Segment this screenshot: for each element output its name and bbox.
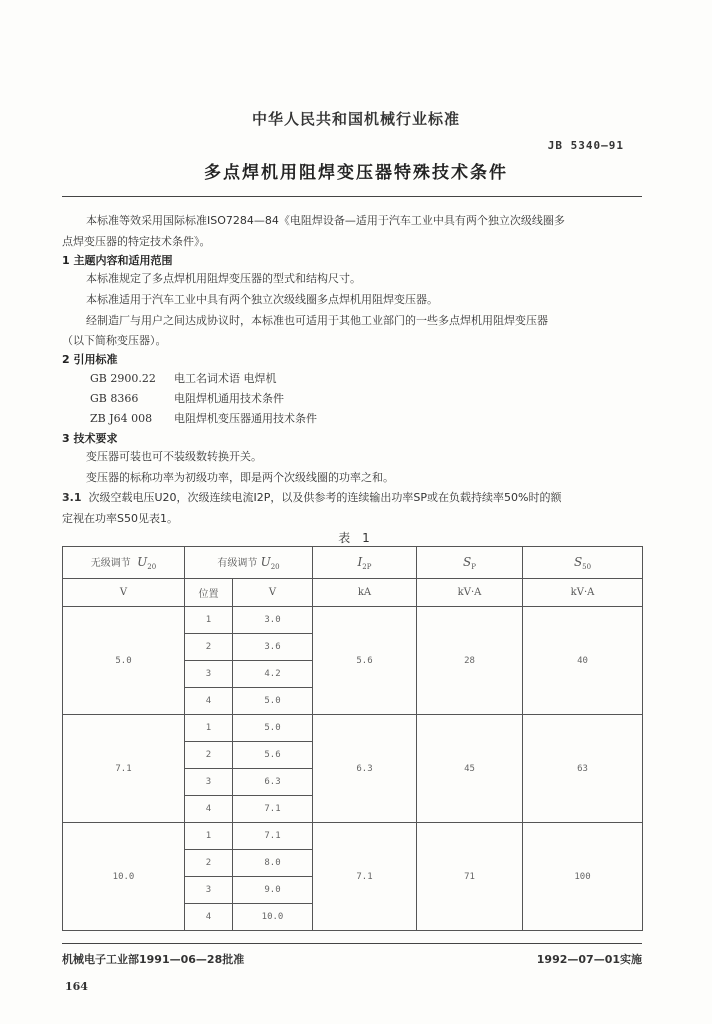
step-position: 2 [185, 634, 233, 661]
section-1-heading: 1 主题内容和适用范围 [62, 254, 173, 267]
step-position: 1 [185, 607, 233, 634]
step-voltage: 10.0 [233, 904, 313, 931]
step-voltage: 7.1 [233, 796, 313, 823]
s50-value: 100 [523, 823, 643, 931]
step-voltage: 5.6 [233, 742, 313, 769]
i2p-value: 6.3 [313, 715, 417, 823]
section-1-p3-line1: 经制造厂与用户之间达成协议时，本标准也可适用于其他工业部门的一些多点焊机用阻焊变压器 [86, 314, 548, 327]
reference-title: 电工名词术语 电焊机 [174, 372, 277, 385]
standard-number: JB 5340—91 [547, 139, 624, 152]
header-sp: $S_P$ [417, 547, 523, 579]
stepless-u20-value: 7.1 [63, 715, 185, 823]
step-voltage: 7.1 [233, 823, 313, 850]
step-position: 3 [185, 877, 233, 904]
step-voltage: 8.0 [233, 850, 313, 877]
table-row [63, 823, 643, 850]
unit-v: V [63, 579, 185, 607]
header-rule [62, 196, 642, 197]
intro-line-1: 本标准等效采用国际标准ISO7284—84《电阻焊设备—适用于汽车工业中具有两个独立次级线圈多 [86, 214, 565, 227]
reference-item [90, 370, 277, 386]
reference-title: 电阻焊机通用技术条件 [174, 392, 284, 405]
section-3-heading: 3 技术要求 [62, 432, 118, 445]
step-position: 1 [185, 823, 233, 850]
section-1-p2: 本标准适用于汽车工业中具有两个独立次级线圈多点焊机用阻焊变压器。 [86, 293, 438, 306]
clause-text: 次级空载电压U20，次级连续电流I2P，以及供参考的连续输出功率SP或在负载持续率50%时的额 [88, 491, 562, 504]
transformer-data-table [62, 546, 643, 931]
s50-value: 40 [523, 607, 643, 715]
sp-value: 28 [417, 607, 523, 715]
section-3-p2: 变压器的标称功率为初级功率，即是两个次级线圈的功率之和。 [86, 471, 394, 484]
step-voltage: 5.0 [233, 688, 313, 715]
step-position: 2 [185, 850, 233, 877]
table-caption: 表 1 [338, 531, 374, 545]
sp-value: 71 [417, 823, 523, 931]
unit-kva: kV·A [417, 579, 523, 607]
section-3-1-line1 [62, 487, 562, 508]
i2p-value: 7.1 [313, 823, 417, 931]
table-row [63, 715, 643, 742]
document-title: 多点焊机用阻焊变压器特殊技术条件 [204, 163, 508, 183]
step-voltage: 3.0 [233, 607, 313, 634]
reference-code: ZB J64 008 [90, 412, 153, 425]
sp-value: 45 [417, 715, 523, 823]
clause-number: 3.1 [62, 491, 82, 504]
step-position: 3 [185, 661, 233, 688]
reference-item [90, 390, 284, 406]
step-voltage: 9.0 [233, 877, 313, 904]
section-1-p3-line2: （以下简称变压器）。 [62, 334, 167, 347]
stepless-u20-value: 10.0 [63, 823, 185, 931]
reference-code: GB 2900.22 [90, 372, 156, 385]
step-voltage: 5.0 [233, 715, 313, 742]
intro-line-2: 点焊变压器的特定技术条件》。 [62, 235, 211, 248]
step-position: 4 [185, 904, 233, 931]
header-s50: $S_{50}$ [523, 547, 643, 579]
effective-date: 1992—07—01实施 [536, 953, 642, 966]
step-position: 3 [185, 769, 233, 796]
table-row [63, 607, 643, 634]
step-position: 4 [185, 688, 233, 715]
stepless-u20-value: 5.0 [63, 607, 185, 715]
section-3-p1: 变压器可装也可不装级数转换开关。 [86, 450, 262, 463]
step-voltage: 4.2 [233, 661, 313, 688]
footer-rule [62, 943, 642, 944]
unit-kva: kV·A [523, 579, 643, 607]
unit-ka: kA [313, 579, 417, 607]
step-voltage: 3.6 [233, 634, 313, 661]
unit-v: V [233, 579, 313, 607]
page-number: 164 [65, 980, 88, 993]
reference-code: GB 8366 [90, 392, 139, 405]
reference-title: 电阻焊机变压器通用技术条件 [174, 412, 317, 425]
s50-value: 63 [523, 715, 643, 823]
issuing-organization: 中华人民共和国机械行业标准 [251, 110, 460, 128]
step-position: 2 [185, 742, 233, 769]
step-position: 1 [185, 715, 233, 742]
section-1-p1: 本标准规定了多点焊机用阻焊变压器的型式和结构尺寸。 [86, 272, 361, 285]
approval-date: 机械电子工业部1991—06—28批准 [62, 953, 245, 966]
section-2-heading: 2 引用标准 [62, 353, 118, 366]
step-voltage: 6.3 [233, 769, 313, 796]
i2p-value: 5.6 [313, 607, 417, 715]
header-i2p: $I_{2P}$ [313, 547, 417, 579]
step-position: 4 [185, 796, 233, 823]
reference-item [90, 410, 317, 426]
header-position: 位置 [185, 579, 233, 607]
header-stepless-u20: 无级调节 $U_{20}$ [63, 547, 185, 579]
header-stepped-u20: 有级调节 $U_{20}$ [185, 547, 313, 579]
section-3-1-line2: 定视在功率S50见表1。 [62, 512, 178, 525]
